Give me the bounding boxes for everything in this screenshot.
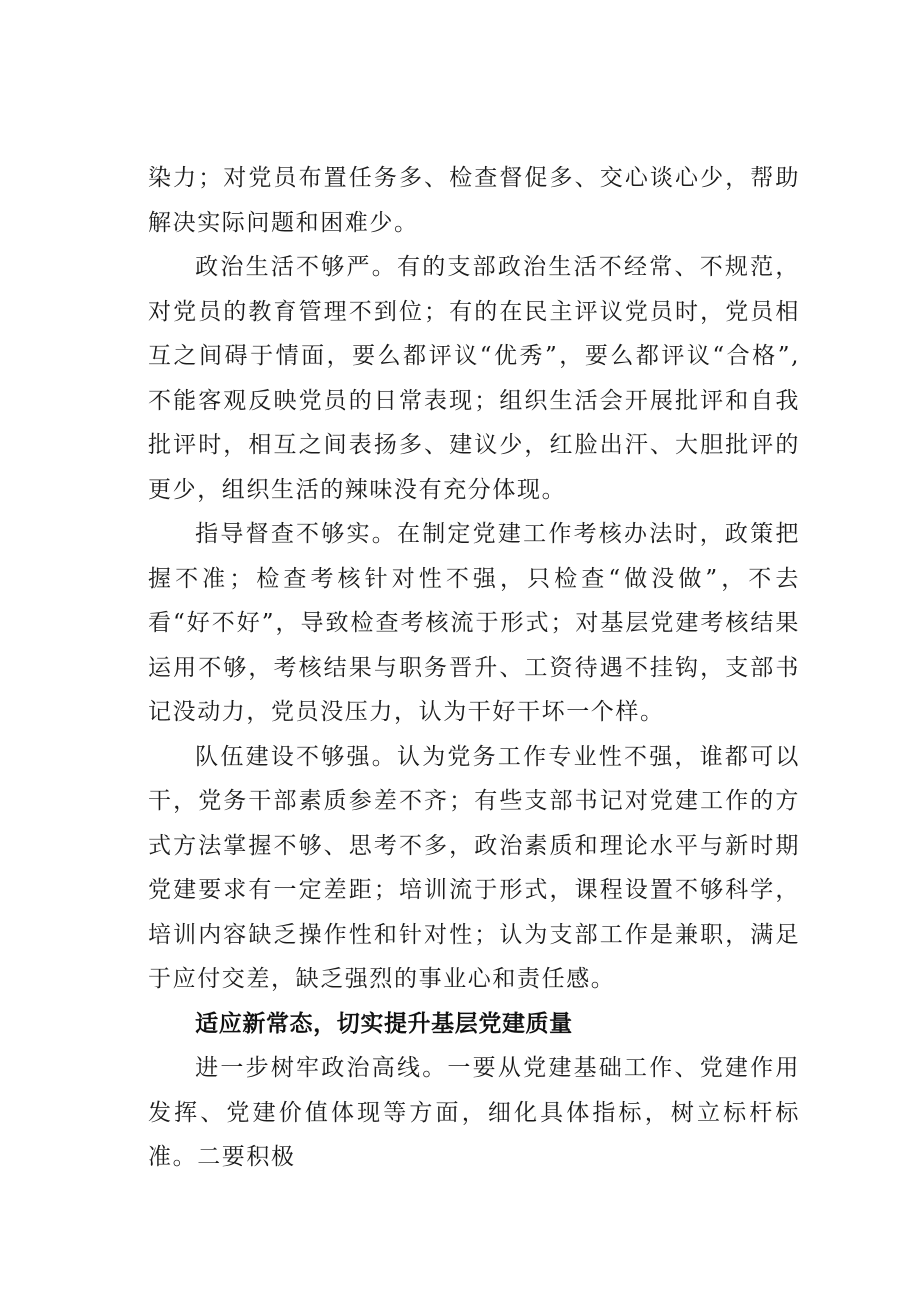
document-body bbox=[148, 156, 800, 1180]
paragraph-team-building: 队伍建设不够强。认为党务工作专业性不强，谁都可以干，党务干部素质参差不齐；有些支部书记对党建工作的方式方法掌握不够、思考不多，政治素质和理论水平与新时期党建要求有一定差距；培训流于形式，课程设置不够科学，培训内容缺乏操作性和针对性；认为支部工作是兼职，满足于应付交差，缺乏强烈的事业心和责任感。 bbox=[148, 743, 800, 992]
section-heading: 适应新常态，切实提升基层党建质量 bbox=[195, 1010, 573, 1037]
paragraph-supervision: 指导督查不够实。在制定党建工作考核办法时，政策把握不准；检查考核针对性不强，只检查“做没做”，不去看“好不好”，导致检查考核流于形式；对基层党建考核结果运用不够，考核结果与职务晋升、工资待遇不挂钩，支部书记没动力，党员没压力，认为干好干坏一个样。 bbox=[148, 521, 800, 725]
paragraph-continuation: 染力；对党员布置任务多、检查督促多、交心谈心少，帮助解决实际问题和困难少。 bbox=[148, 165, 800, 236]
paragraph-political-life: 政治生活不够严。有的支部政治生活不经常、不规范，对党员的教育管理不到位；有的在民主评议党员时，党员相互之间碍于情面，要么都评议“优秀”，要么都评议“合格”,不能客观反映党员的日常表现；组织生活会开展批评和自我批评时，相互之间表扬多、建议少，红脸出汗、大胆批评的更少，组织生活的辣味没有充分体现。 bbox=[148, 254, 800, 503]
paragraph-political-line: 进一步树牢政治高线。一要从党建基础工作、党建作用发挥、党建价值体现等方面，细化具体指标，树立标杆标准。二要积极 bbox=[148, 1055, 800, 1170]
